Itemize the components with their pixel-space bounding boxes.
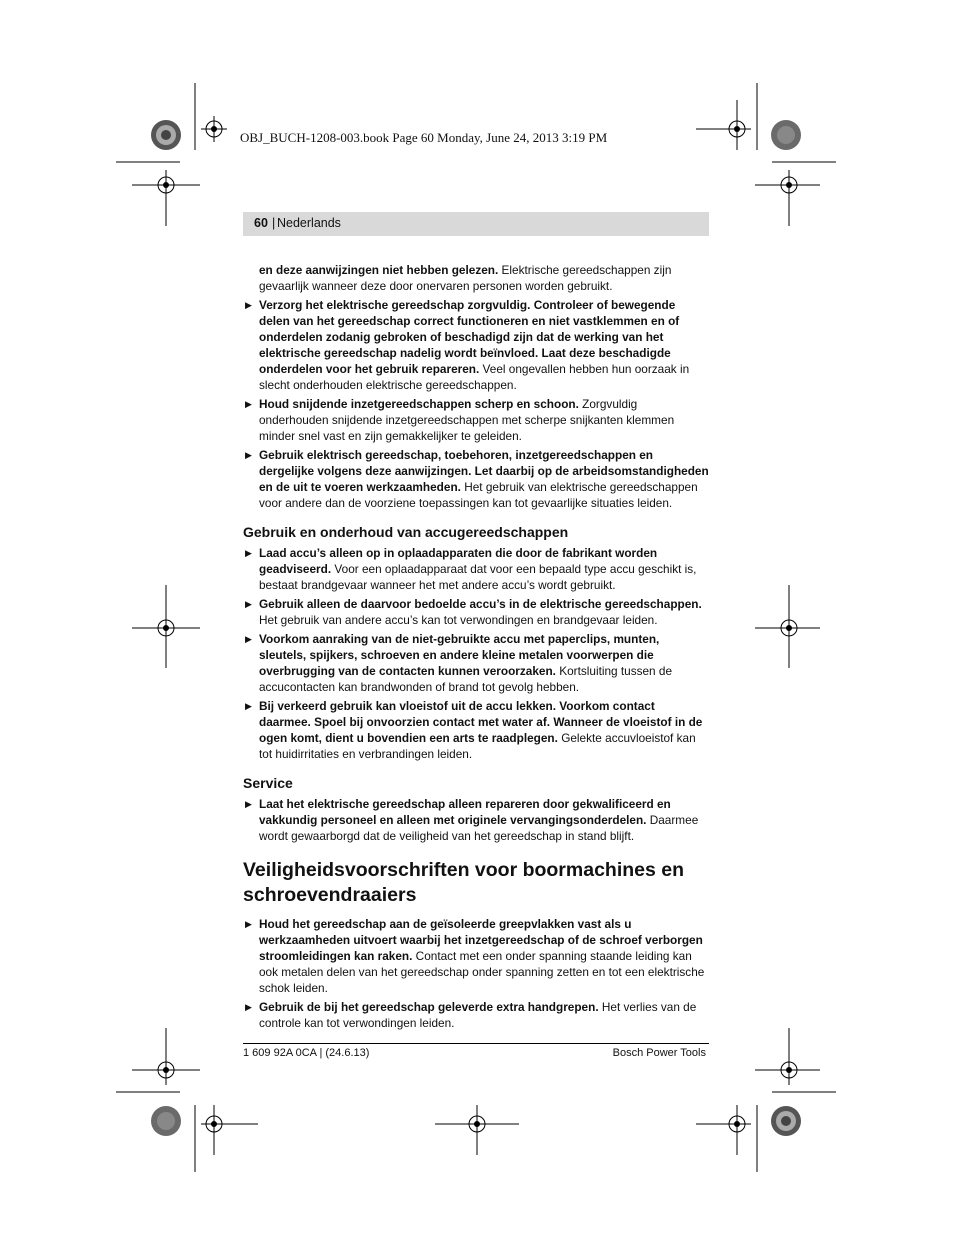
print-slug: OBJ_BUCH-1208-003.book Page 60 Monday, June 24, 2013 3:19 PM	[240, 130, 608, 145]
bullet-arrow-icon: ▶	[245, 919, 252, 929]
bullet-arrow-icon: ▶	[245, 1002, 252, 1012]
header-separator: |	[272, 216, 276, 230]
bullet-arrow-icon: ▶	[245, 399, 252, 409]
list-item: ▶ Laad accu’s alleen op in oplaadapparaten die door de fabrikant worden geadviseerd. Voor een oplaadapparaat dat voor een bepaald type accu geschikt is, bestaat brandgevaar wanneer het met andere accu’s wordt gebruikt.	[245, 546, 697, 592]
bullet-arrow-icon: ▶	[245, 548, 252, 558]
list-item: ▶ Verzorg het elektrische gereedschap zorgvuldig. Controleer of bewegende delen van het gereedschap correct functioneren en niet vastklemmen en of onderdelen zodanig gebroken of beschadigd zijn dat de werking van het elektrische gereedschap nadelig wordt beïnvloed. Laat deze beschadigde onderdelen voor het gebruik repareren. Veel ongevallen hebben hun oorzaak in slecht onderhouden elektrische gereedschappen.	[245, 298, 690, 392]
bullet-arrow-icon: ▶	[245, 701, 252, 711]
list-item: ▶ Gebruik de bij het gereedschap geleverde extra handgrepen. Het verlies van de controle kan tot verwondingen leiden.	[245, 1000, 697, 1030]
bullet-arrow-icon: ▶	[245, 300, 252, 310]
bullet-arrow-icon: ▶	[245, 799, 252, 809]
list-item: ▶ Bij verkeerd gebruik kan vloeistof uit de accu lekken. Voorkom contact daarmee. Spoel bij onvoorzien contact met water af. Wanneer de vloeistof in de ogen komt, dient u bovendien een arts te raadplegen. Gelekte accuvloeistof kan tot huidirritaties en verbrandingen leiden.	[245, 699, 703, 761]
page-header	[243, 212, 709, 236]
bullet-arrow-icon: ▶	[245, 634, 252, 644]
list-item: ▶ Voorkom aanraking van de niet-gebruikte accu met paperclips, munten, sleutels, spijkers, schroeven en andere kleine metalen voorwerpen die overbrugging van de contacten kunnen veroorzaken. Kortsluiting tussen de accucontacten kan brandwonden of brand tot gevolg hebben.	[245, 632, 673, 694]
footer-brand: Bosch Power Tools	[612, 1047, 706, 1059]
page-number: 60	[254, 216, 268, 230]
bullet-arrow-icon: ▶	[245, 450, 252, 460]
header-language: Nederlands	[277, 216, 341, 230]
footer-doc-id: 1 609 92A 0CA | (24.6.13)	[243, 1047, 370, 1059]
intro-paragraph: en deze aanwijzingen niet hebben gelezen. Elektrische gereedschappen zijn gevaarlijk wanneer deze door onervaren personen worden gebruikt.	[259, 263, 672, 293]
list-item: ▶ Houd snijdende inzetgereedschappen scherp en schoon. Zorgvuldig onderhouden snijdende inzetgereedschappen met scherpe snijkanten klemmen minder snel vast en zijn gemakkelijker te geleiden.	[245, 397, 675, 443]
footer-rule	[243, 1043, 709, 1044]
section-heading-battery: Gebruik en onderhoud van accugereedschappen	[243, 524, 569, 540]
section-heading-service: Service	[243, 775, 293, 791]
section-heading-drills: Veiligheidsvoorschriften voor boormachines en schroevendraaiers	[243, 859, 685, 906]
bullet-arrow-icon: ▶	[245, 599, 252, 609]
list-item: ▶ Laat het elektrische gereedschap alleen repareren door gekwalificeerd en vakkundig personeel en alleen met originele vervangingsonderdelen. Daarmee wordt gewaarborgd dat de veiligheid van het gereedschap in stand blijft.	[245, 797, 699, 843]
page-content	[243, 262, 709, 1034]
list-item: ▶ Gebruik alleen de daarvoor bedoelde accu’s in de elektrische gereedschappen. Het gebruik van andere accu’s kan tot verwondingen en brandgevaar leiden.	[245, 597, 702, 627]
list-item: ▶ Houd het gereedschap aan de geïsoleerde greepvlakken vast als u werkzaamheden uitvoert waarbij het inzetgereedschap of de schroef verborgen stroomleidingen kan raken. Contact met een onder spanning staande leiding kan ook metalen delen van het gereedschap onder spanning zetten en tot een elektrische schok leiden.	[245, 917, 705, 995]
list-item: ▶ Gebruik elektrisch gereedschap, toebehoren, inzetgereedschappen en dergelijke volgens deze aanwijzingen. Let daarbij op de arbeidsomstandigheden en de uit te voeren werkzaamheden. Het gebruik van elektrische gereedschappen voor andere dan de voorziene toepassingen kan tot gevaarlijke situaties leiden.	[245, 448, 709, 510]
